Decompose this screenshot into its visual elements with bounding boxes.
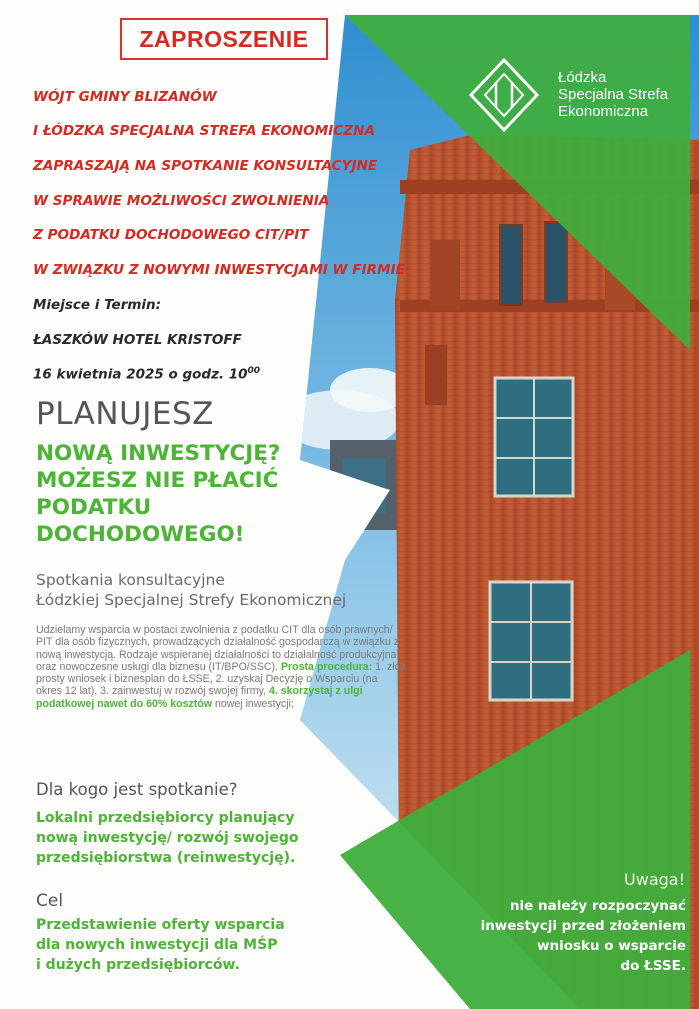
- procedure-end: nowej inwestycji;: [212, 697, 294, 710]
- logo-line-1: Łódzka: [558, 69, 607, 86]
- promo-title: PLANUJESZ: [36, 396, 214, 432]
- event-date: [33, 366, 260, 383]
- lsse-logo-name: [558, 69, 698, 120]
- invitation-line-1: WÓJT GMINY BLIZANÓW: [33, 89, 217, 105]
- invitation-line-4: W SPRAWIE MOŻLIWOŚCI ZWOLNIENIA: [33, 193, 330, 209]
- notice-line-2: inwestycji przed złożeniem: [480, 918, 686, 934]
- subtitle-line-1: Spotkania konsultacyjne: [36, 571, 225, 589]
- headline-line-4: DOCHODOWEGO!: [36, 522, 245, 547]
- notice-line-1: nie należy rozpoczynać: [509, 898, 686, 914]
- procedure-label: Prosta procedura:: [280, 660, 373, 673]
- subtitle-line-2: Łódzkiej Specjalnej Strefy Ekonomicznej: [36, 591, 347, 609]
- goal-line-1: Przedstawienie oferty wsparcia: [36, 917, 285, 933]
- invitation-line-5: Z PODATKU DOCHODOWEGO CIT/PIT: [33, 227, 309, 243]
- notice-line-3: wniosku o wsparcie: [536, 938, 686, 954]
- place-name: ŁASZKÓW HOTEL KRISTOFF: [33, 332, 242, 348]
- audience-line-2: nową inwestycję/ rozwój swojego: [36, 830, 299, 846]
- invitation-line-3: ZAPRASZAJĄ NA SPOTKANIE KONSULTACYJNE: [33, 158, 378, 174]
- notice-title: Uwaga!: [624, 870, 685, 889]
- goal-text: [36, 915, 356, 975]
- invitation-badge: ZAPROSZENIE: [120, 18, 328, 60]
- logo-line-3: Ekonomiczna: [558, 103, 649, 120]
- procedure-highlight: 4. skorzystaj z ulgi podatkowej nawet do 60% kosztów: [36, 685, 363, 710]
- audience-question: Dla kogo jest spotkanie?: [36, 780, 238, 799]
- headline-line-2: MOŻESZ NIE PŁACIĆ: [36, 468, 279, 493]
- promo-headline: [36, 440, 336, 548]
- goal-title: Cel: [36, 891, 64, 911]
- notice-line-4: do ŁSSE.: [620, 958, 686, 974]
- event-date-minutes: 00: [247, 366, 261, 376]
- promo-body: [36, 624, 406, 710]
- goal-line-2: dla nowych inwestycji dla MŚP: [36, 937, 278, 953]
- invitation-line-2: I ŁÓDZKA SPECJALNA STREFA EKONOMICZNA: [33, 123, 376, 139]
- body-intro: Udzielamy wsparcia w postaci zwolnienia z podatku CIT dla osób prawnych/ PIT dla osób fizycznych, prowadzących działalność gospodarczą w związku z nową inwestycją. Rodzaje wspieranej działalności to działalność produkcyjna oraz nowoczesne usługi dla biznesu (IT/BPO/SSC).: [36, 624, 400, 673]
- audience-text: [36, 808, 356, 868]
- place-label: Miejsce i Termin:: [33, 297, 162, 313]
- goal-line-3: i dużych przedsiębiorców.: [36, 957, 240, 973]
- procedure-text: 1. złóż prosty wniosek i biznesplan do ŁSSE, 2. uzyskaj Decyzję o Wsparciu (na okres 12 lat), 3. zainwestuj w rozwój swojej firmy,: [36, 660, 406, 698]
- headline-line-1: NOWĄ INWESTYCJĘ?: [36, 441, 281, 466]
- invitation-line-6: W ZWIĄZKU Z NOWYMI INWESTYCJAMI W FIRMIE: [33, 262, 405, 278]
- audience-line-1: Lokalni przedsiębiorcy planujący: [36, 810, 295, 826]
- promo-subtitle: [36, 570, 346, 610]
- event-date-text: 16 kwietnia 2025 o godz. 10: [33, 366, 248, 383]
- notice-text: [430, 896, 686, 976]
- audience-line-3: przedsiębiorstwa (reinwestycję).: [36, 850, 296, 866]
- headline-line-3: PODATKU: [36, 495, 152, 520]
- logo-line-2: Specjalna Strefa: [558, 86, 669, 103]
